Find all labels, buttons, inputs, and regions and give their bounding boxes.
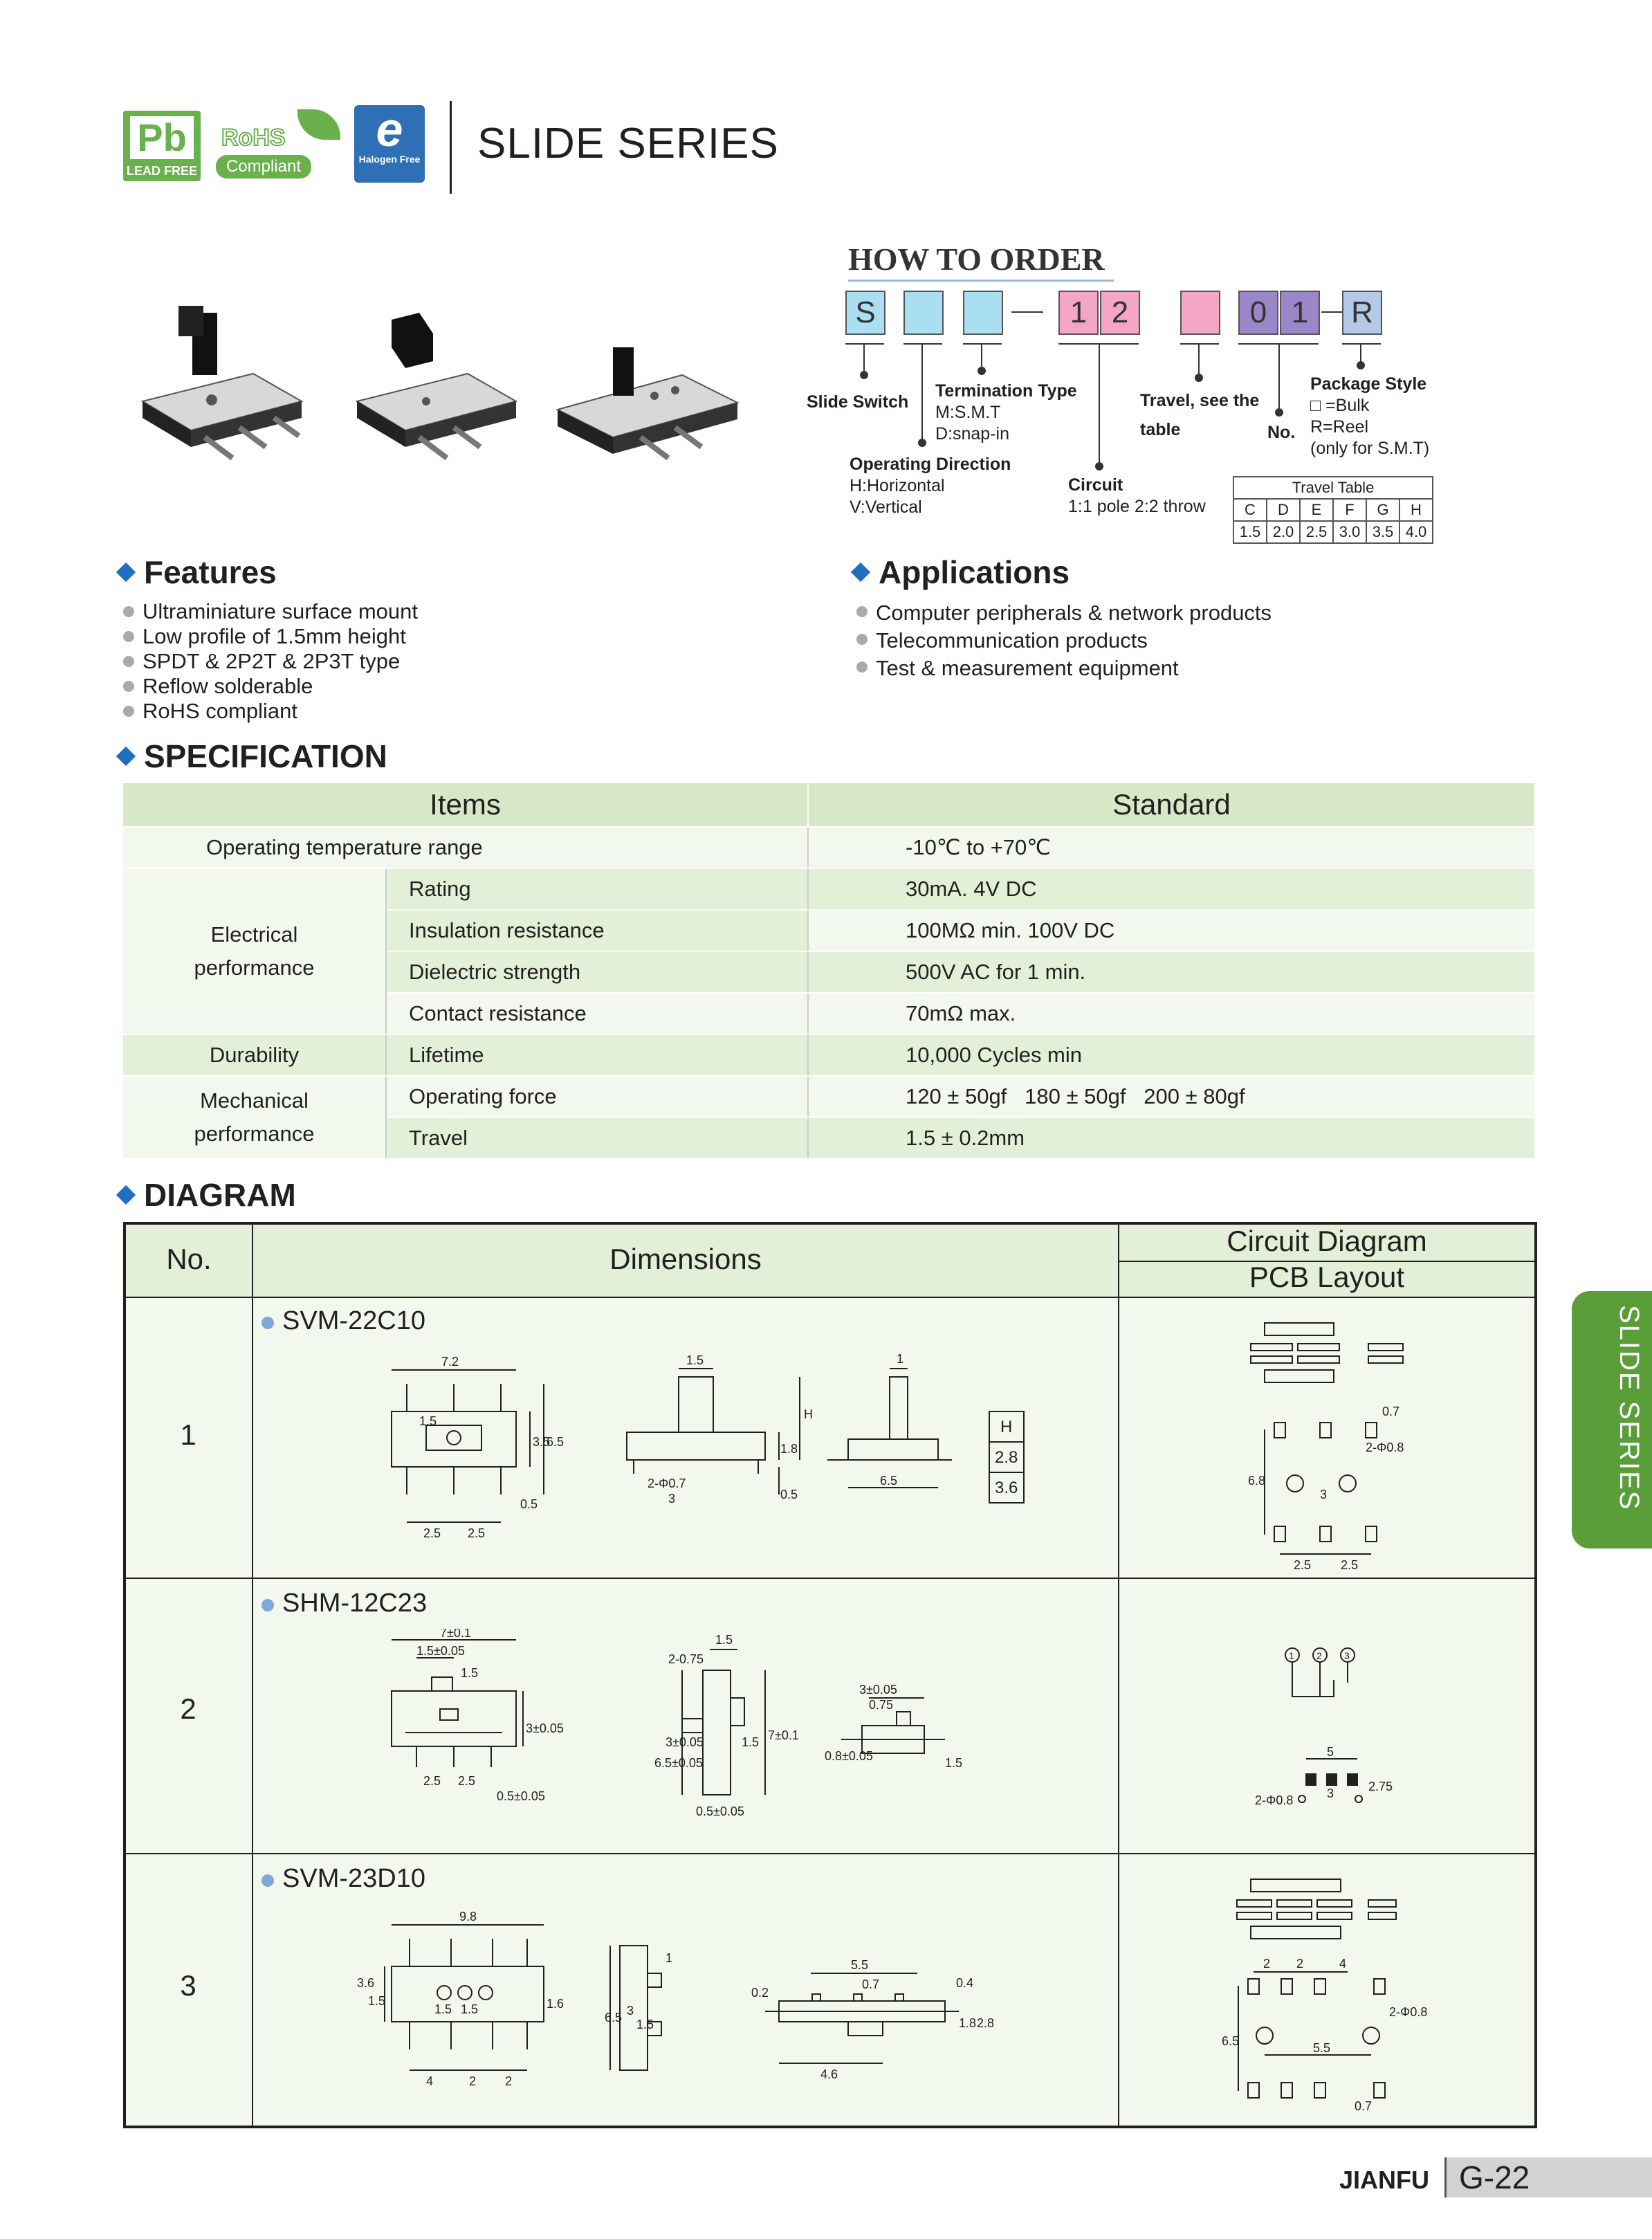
dim-label: 2.5 xyxy=(423,1774,441,1788)
diag-head-pcb: PCB Layout xyxy=(1249,1261,1405,1293)
side-tab-label: SLIDE SERIES xyxy=(1614,1305,1644,1511)
spec-standard: 500V AC for 1 min. xyxy=(808,951,1534,993)
how-to-order-underline xyxy=(848,280,1114,282)
dim-label: 1.5±0.05 xyxy=(416,1644,465,1658)
diamond-icon xyxy=(116,1185,136,1205)
drawing-top-view xyxy=(392,1629,564,1803)
order-box-8: 1 xyxy=(1280,291,1320,335)
direction-2: V:Vertical xyxy=(850,497,922,517)
order-dot xyxy=(1195,374,1203,382)
label-package xyxy=(1310,374,1429,459)
dim-label: 2-Φ0.8 xyxy=(1389,2005,1428,2019)
halogen-free-logo xyxy=(354,102,425,183)
dim-label: 0.7 xyxy=(1355,2099,1373,2113)
travel-value: 2.0 xyxy=(1267,521,1300,543)
dim-label: 1.5 xyxy=(636,2018,654,2031)
dim-label: 2 xyxy=(1263,1957,1271,1971)
dim-label: 3±0.05 xyxy=(666,1735,704,1749)
order-box-3 xyxy=(963,291,1003,335)
order-bracket xyxy=(903,343,942,345)
drawing-side-view xyxy=(627,1353,813,1506)
pin-label: 1 xyxy=(1289,1650,1294,1661)
how-to-order-title: HOW TO ORDER xyxy=(848,241,1105,277)
feature-item: Low profile of 1.5mm height xyxy=(122,624,418,649)
travel-table-title: Travel Table xyxy=(1233,477,1433,499)
spec-group-mechanical: Mechanical performance xyxy=(123,1076,386,1159)
dim-label: 2.5 xyxy=(458,1774,476,1788)
travel-code: H xyxy=(1399,499,1433,521)
dim-label: 1.5 xyxy=(742,1735,760,1749)
applications-list xyxy=(855,599,1272,682)
specification-table xyxy=(123,783,1534,1160)
label-no: No. xyxy=(1267,423,1296,442)
rohs-text: RoHS xyxy=(221,125,286,151)
order-line xyxy=(863,343,865,374)
spec-standard: 1.5 ± 0.2mm xyxy=(808,1117,1534,1159)
pcb-layout-1 xyxy=(1119,1298,1534,1578)
order-bracket xyxy=(963,343,1002,345)
dim-label: 1.5 xyxy=(434,2002,452,2016)
termination-title: Termination Type xyxy=(935,381,1077,401)
label-slide-switch: Slide Switch xyxy=(807,392,909,412)
dim-label: 9.8 xyxy=(459,1910,477,1923)
rohs-logo xyxy=(214,109,346,181)
pcb-pads xyxy=(1255,1745,1393,1807)
package-title: Package Style xyxy=(1310,374,1427,394)
model-title: SVM-23D10 xyxy=(261,1864,425,1894)
termination-2: D:snap-in xyxy=(935,424,1009,444)
diagram-table xyxy=(123,1222,1537,2128)
dim-label: 5.5 xyxy=(1313,2041,1331,2055)
drawing-side-view xyxy=(654,1633,799,1818)
spec-standard: 100MΩ min. 100V DC xyxy=(808,910,1534,951)
drawing-top-view xyxy=(392,1355,564,1540)
feature-item: Reflow solderable xyxy=(122,674,418,699)
page-number: G-22 xyxy=(1444,2157,1652,2197)
circuit-diagram xyxy=(1237,1879,1396,1939)
travel-1: Travel, see the xyxy=(1140,391,1260,410)
dim-label: 0.5±0.05 xyxy=(497,1789,545,1803)
pcb-layout-2 xyxy=(1119,1579,1534,1853)
dim-label: 1.5 xyxy=(461,2002,479,2016)
diag-head-dimensions: Dimensions xyxy=(609,1243,762,1275)
lead-free-logo xyxy=(123,111,201,181)
order-line xyxy=(921,343,923,440)
order-line xyxy=(1099,343,1100,466)
direction-1: H:Horizontal xyxy=(850,476,945,495)
h-head: H xyxy=(1000,1418,1013,1436)
order-dot xyxy=(1357,361,1365,369)
spec-item: Dielectric strength xyxy=(386,951,808,993)
order-dot xyxy=(1275,408,1283,417)
spec-group-electrical: Electrical performance xyxy=(123,868,386,1034)
dim-label: 7.2 xyxy=(441,1355,459,1369)
feature-item: SPDT & 2P2T & 2P3T type xyxy=(122,649,418,674)
bullet-icon xyxy=(261,1317,274,1329)
page-title: SLIDE SERIES xyxy=(477,120,779,167)
dim-label: 2.5 xyxy=(423,1526,441,1540)
travel-code: F xyxy=(1333,499,1366,521)
spec-item: Contact resistance xyxy=(386,993,808,1034)
drawing-top-view xyxy=(357,1910,564,2088)
dim-label: 3.5 xyxy=(533,1435,551,1449)
order-dot xyxy=(918,439,926,447)
lead-free-text: LEAD FREE xyxy=(126,164,197,178)
diag-head-circuit: Circuit Diagram xyxy=(1227,1225,1427,1257)
bullet-icon xyxy=(261,1874,274,1887)
label-termination xyxy=(935,381,1077,445)
spec-item: Operating temperature range xyxy=(123,827,808,868)
dim-label: 6.5±0.05 xyxy=(654,1756,703,1770)
dim-label: 1.5 xyxy=(686,1353,704,1367)
circuit-diagram xyxy=(1251,1323,1403,1382)
dim-label: 5 xyxy=(1327,1745,1334,1759)
dim-label: 0.5±0.05 xyxy=(696,1804,744,1818)
drawing-end-view xyxy=(751,1958,994,2081)
pcb-layout-3 xyxy=(1119,1854,1534,2123)
travel-table xyxy=(1233,476,1433,544)
side-tab[interactable] xyxy=(1572,1291,1652,1548)
dim-label: 3 xyxy=(668,1492,676,1506)
dim-label: 2.5 xyxy=(1341,1558,1359,1572)
package-1: □ =Bulk xyxy=(1310,396,1370,415)
dim-label: 3 xyxy=(1320,1488,1328,1501)
order-bracket xyxy=(845,343,884,345)
order-dot xyxy=(978,367,986,375)
diag-head-no: No. xyxy=(166,1243,212,1275)
dim-label: 1.8 xyxy=(780,1442,798,1456)
halogen-free-text: Halogen Free xyxy=(358,154,421,165)
dim-label: 7±0.1 xyxy=(768,1728,799,1742)
spec-standard: 120 ± 50gf 180 ± 50gf 200 ± 80gf xyxy=(808,1076,1534,1117)
product-photo-3 xyxy=(558,347,737,458)
feature-item: Ultraminiature surface mount xyxy=(122,599,418,624)
dim-label: 1 xyxy=(897,1352,904,1366)
dim-label: 1 xyxy=(666,1951,673,1965)
direction-title: Operating Direction xyxy=(850,455,1011,474)
dim-label: 5.5 xyxy=(851,1958,869,1972)
model-no: 2 xyxy=(180,1692,196,1725)
order-box-9: R xyxy=(1342,291,1382,335)
order-box-4: 1 xyxy=(1058,291,1099,335)
height-table xyxy=(989,1411,1024,1503)
dim-label: 2 xyxy=(505,2074,513,2088)
travel-value: 4.0 xyxy=(1399,521,1433,543)
package-3: (only for S.M.T) xyxy=(1310,439,1430,458)
dim-label: 4 xyxy=(426,2074,434,2088)
specification-heading: SPECIFICATION xyxy=(119,738,387,775)
dim-label: 2-Φ0.7 xyxy=(648,1477,686,1490)
dim-label: 2.5 xyxy=(1294,1558,1312,1572)
application-item: Computer peripherals & network products xyxy=(855,599,1272,627)
dim-label: 3.6 xyxy=(357,1976,375,1990)
product-photo-1 xyxy=(143,306,302,458)
application-item: Telecommunication products xyxy=(855,627,1272,655)
label-circuit xyxy=(1068,475,1206,518)
h-value: 2.8 xyxy=(995,1448,1018,1467)
spec-standard: 70mΩ max. xyxy=(808,993,1534,1034)
dim-label: 0.2 xyxy=(751,1986,769,2000)
header-divider xyxy=(450,101,452,194)
leaf-icon xyxy=(297,109,340,140)
lead-free-mark: Pb xyxy=(130,116,194,159)
dim-label: 6.8 xyxy=(1248,1474,1266,1488)
drawing-end-view xyxy=(825,1683,962,1770)
dimension-drawing-1 xyxy=(253,1349,1117,1578)
dim-label: 0.4 xyxy=(956,1976,974,1990)
spec-item: Operating force xyxy=(386,1076,808,1117)
spec-group-durability: Durability xyxy=(123,1034,386,1076)
travel-code: C xyxy=(1233,499,1267,521)
application-item: Test & measurement equipment xyxy=(855,655,1272,682)
circuit-diagram xyxy=(1285,1648,1355,1697)
order-box-2 xyxy=(903,291,944,335)
model-no: 3 xyxy=(180,1969,196,2002)
features-list xyxy=(122,599,418,724)
spec-standard: 10,000 Cycles min xyxy=(808,1034,1534,1076)
order-dot xyxy=(1095,462,1103,470)
features-heading: Features xyxy=(119,554,277,591)
dim-label: 1.5 xyxy=(368,1994,386,2008)
pcb-pads xyxy=(1222,1957,1427,2113)
spec-standard: -10℃ to +70℃ xyxy=(808,827,1534,868)
dim-label: 0.7 xyxy=(862,1977,880,1991)
order-box-6 xyxy=(1180,291,1220,335)
diamond-icon xyxy=(116,563,136,582)
feature-item: RoHS compliant xyxy=(122,699,418,724)
dim-label: 2-0.75 xyxy=(668,1652,704,1666)
order-box-5: 2 xyxy=(1100,291,1140,335)
package-2: R=Reel xyxy=(1310,417,1369,437)
spec-head-items: Items xyxy=(123,783,808,827)
dim-label: 2.75 xyxy=(1368,1780,1393,1793)
diamond-icon xyxy=(851,563,870,582)
order-box-1: S xyxy=(845,291,885,335)
circuit-1: 1:1 pole 2:2 throw xyxy=(1068,497,1206,516)
footer-brand: JIANFU xyxy=(1339,2166,1430,2194)
dim-label: 6.5 xyxy=(1222,2034,1240,2048)
order-line xyxy=(1278,343,1280,412)
dim-label: 4 xyxy=(1339,1957,1347,1971)
label-direction xyxy=(850,454,1011,518)
spec-head-standard: Standard xyxy=(808,783,1534,827)
label-travel xyxy=(1140,386,1259,444)
dim-label: 0.5 xyxy=(520,1497,538,1511)
dim-label: 1.6 xyxy=(547,1997,565,2011)
model-title: SVM-22C10 xyxy=(261,1306,425,1336)
order-dash xyxy=(1011,311,1043,313)
travel-value: 3.5 xyxy=(1366,521,1399,543)
order-dash-2 xyxy=(1321,311,1342,313)
travel-code: D xyxy=(1267,499,1300,521)
dim-label: 0.7 xyxy=(1382,1405,1400,1418)
dim-label: 1.5 xyxy=(945,1756,963,1770)
dim-label: H xyxy=(804,1407,813,1421)
dim-label: 3 xyxy=(627,2004,634,2018)
applications-heading: Applications xyxy=(854,554,1070,591)
product-photo-2 xyxy=(357,313,516,458)
model-title: SHM-12C23 xyxy=(261,1589,427,1618)
dim-label: 3±0.05 xyxy=(859,1683,897,1697)
spec-item: Lifetime xyxy=(386,1034,808,1076)
dimension-drawing-2 xyxy=(253,1629,1117,1853)
dim-label: 2 xyxy=(1296,1957,1304,1971)
spec-item: Travel xyxy=(386,1117,808,1159)
order-dot xyxy=(860,371,868,379)
dim-label: 3 xyxy=(1327,1786,1334,1800)
drawing-side-view xyxy=(605,1946,672,2070)
order-bracket xyxy=(1342,343,1381,345)
order-box-7: 0 xyxy=(1238,291,1278,335)
dim-label: 1.5 xyxy=(715,1633,733,1647)
termination-1: M:S.M.T xyxy=(935,403,1001,422)
dim-label: 6.5 xyxy=(880,1474,898,1488)
model-no: 1 xyxy=(180,1418,196,1451)
spec-item: Insulation resistance xyxy=(386,910,808,951)
dim-label: 2-Φ0.8 xyxy=(1255,1793,1294,1807)
pin-label: 2 xyxy=(1316,1650,1322,1661)
dim-label: 2 xyxy=(469,2074,477,2088)
order-bracket xyxy=(1180,343,1219,345)
dimension-drawing-3 xyxy=(253,1904,1117,2124)
dim-label: 1.5 xyxy=(461,1666,479,1680)
product-photos xyxy=(129,299,751,465)
travel-value: 2.5 xyxy=(1300,521,1333,543)
order-line xyxy=(1198,343,1200,375)
pin-label: 3 xyxy=(1344,1650,1350,1661)
pcb-pads xyxy=(1248,1405,1404,1572)
spec-item: Rating xyxy=(386,868,808,910)
travel-value: 1.5 xyxy=(1233,521,1267,543)
diagram-heading: DIAGRAM xyxy=(119,1176,296,1214)
dim-label: 7±0.1 xyxy=(440,1629,471,1640)
dim-label: 0.8±0.05 xyxy=(825,1749,873,1763)
dim-label: 6.5 xyxy=(605,2011,623,2025)
rohs-compliant-text: Compliant xyxy=(216,155,311,179)
travel-code: E xyxy=(1300,499,1333,521)
dim-label: 2-Φ0.8 xyxy=(1366,1441,1404,1454)
dim-label: 1.5 xyxy=(419,1414,437,1428)
dim-label: 2.5 xyxy=(468,1526,486,1540)
dim-label: 6.5 xyxy=(547,1435,565,1449)
circuit-title: Circuit xyxy=(1068,475,1123,495)
halogen-e-icon: e xyxy=(376,102,403,156)
travel-2: table xyxy=(1140,420,1181,439)
dim-label: 4.6 xyxy=(820,2067,838,2081)
travel-code: G xyxy=(1366,499,1399,521)
spec-standard: 30mA. 4V DC xyxy=(808,868,1534,910)
dim-label: 2.8 xyxy=(977,2016,995,2030)
bullet-icon xyxy=(261,1599,274,1611)
dim-label: 1.8 xyxy=(959,2016,977,2030)
drawing-end-view xyxy=(827,1352,952,1488)
dim-label: 0.5 xyxy=(780,1488,798,1501)
dim-label: 0.75 xyxy=(869,1698,894,1712)
h-value: 3.6 xyxy=(995,1479,1018,1497)
travel-value: 3.0 xyxy=(1333,521,1366,543)
diamond-icon xyxy=(116,747,136,766)
dim-label: 3±0.05 xyxy=(526,1721,564,1735)
